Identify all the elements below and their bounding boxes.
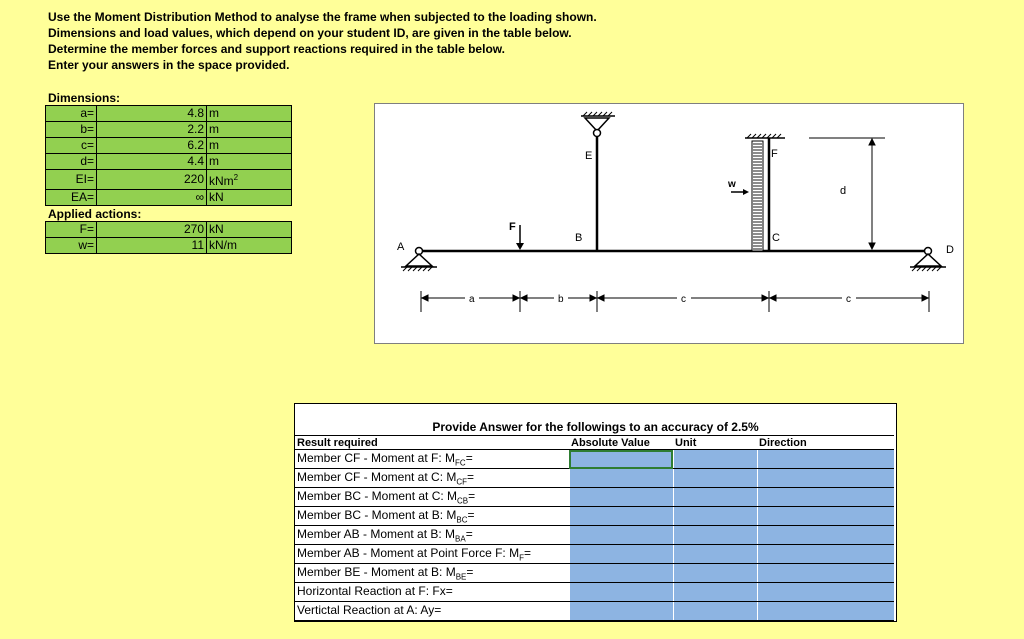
dimension-d bbox=[809, 138, 885, 249]
dim-value[interactable]: 4.4 bbox=[97, 154, 207, 170]
result-subscript: BA bbox=[455, 534, 466, 544]
load-label-w: w bbox=[728, 179, 736, 190]
answer-unit-input[interactable] bbox=[673, 507, 757, 526]
instruction-line: Determine the member forces and support reactions required in the table below. bbox=[48, 42, 505, 56]
dimensions-label: Dimensions: bbox=[48, 91, 121, 105]
answer-direction-input[interactable] bbox=[757, 507, 894, 526]
dimensions-table bbox=[45, 105, 292, 206]
dim-label: d= bbox=[46, 154, 97, 170]
answer-direction-input[interactable] bbox=[757, 450, 894, 469]
result-text: Horizontal Reaction at F: Fx= bbox=[297, 583, 453, 598]
table-row bbox=[46, 138, 292, 154]
result-tail: = bbox=[468, 488, 476, 503]
result-label bbox=[295, 450, 569, 469]
dim-label-a: a bbox=[469, 294, 475, 305]
table-row bbox=[295, 526, 894, 545]
answer-direction-input[interactable] bbox=[757, 526, 894, 545]
result-tail: = bbox=[523, 545, 531, 560]
node-label-b: B bbox=[575, 232, 583, 244]
load-label-f: F bbox=[509, 221, 516, 233]
answer-value-input[interactable] bbox=[569, 526, 673, 545]
result-label bbox=[295, 583, 569, 602]
dim-value[interactable]: 4.8 bbox=[97, 106, 207, 122]
table-row bbox=[295, 602, 894, 621]
answer-unit-input[interactable] bbox=[673, 450, 757, 469]
result-text: Member CF - Moment at F: M bbox=[297, 450, 456, 465]
answer-direction-input[interactable] bbox=[757, 488, 894, 507]
result-tail: = bbox=[467, 507, 475, 522]
dim-value[interactable]: 220 bbox=[97, 170, 207, 190]
dim-unit: m bbox=[207, 154, 292, 170]
result-label bbox=[295, 526, 569, 545]
answer-table bbox=[295, 435, 894, 621]
dim-label: b= bbox=[46, 122, 97, 138]
dim-label-d: d bbox=[840, 185, 847, 197]
answer-direction-input[interactable] bbox=[757, 564, 894, 583]
result-subscript: CF bbox=[456, 477, 468, 487]
header-value: Absolute Value bbox=[569, 436, 673, 450]
node-label-c: C bbox=[772, 232, 780, 244]
result-tail: = bbox=[467, 469, 475, 484]
answer-value-input[interactable] bbox=[569, 583, 673, 602]
action-unit: kN/m bbox=[207, 238, 292, 254]
answer-unit-input[interactable] bbox=[673, 526, 757, 545]
answer-direction-input[interactable] bbox=[757, 545, 894, 564]
answer-panel bbox=[294, 403, 897, 622]
answer-value-input[interactable] bbox=[569, 469, 673, 488]
answer-value-input[interactable] bbox=[569, 564, 673, 583]
table-row bbox=[46, 122, 292, 138]
dim-label: EA= bbox=[46, 190, 97, 206]
dim-label-c2: c bbox=[846, 294, 851, 305]
dim-unit-sup: 2 bbox=[233, 173, 239, 182]
dim-unit: m bbox=[207, 106, 292, 122]
action-label: w= bbox=[46, 238, 97, 254]
action-unit: kN bbox=[207, 222, 292, 238]
fixed-support-f bbox=[745, 134, 785, 138]
result-subscript: FC bbox=[455, 458, 466, 468]
dim-unit: m bbox=[207, 122, 292, 138]
instruction-line: Enter your answers in the space provided. bbox=[48, 58, 290, 72]
answer-value-input[interactable] bbox=[569, 545, 673, 564]
answer-direction-input[interactable] bbox=[757, 602, 894, 621]
action-label: F= bbox=[46, 222, 97, 238]
answer-value-input[interactable] bbox=[569, 488, 673, 507]
frame-diagram bbox=[374, 103, 964, 344]
table-row bbox=[46, 154, 292, 170]
answer-direction-input[interactable] bbox=[757, 583, 894, 602]
dim-unit bbox=[207, 170, 292, 190]
result-label bbox=[295, 488, 569, 507]
result-subscript: BE bbox=[455, 572, 467, 582]
table-row bbox=[295, 469, 894, 488]
node-label-a: A bbox=[397, 241, 405, 253]
node-label-d: D bbox=[946, 244, 954, 256]
result-text: Member AB - Moment at B: M bbox=[297, 526, 456, 541]
answer-value-input[interactable] bbox=[569, 450, 673, 469]
node-label-f: F bbox=[771, 148, 778, 160]
table-row bbox=[46, 170, 292, 190]
table-row bbox=[295, 545, 894, 564]
dim-unit: kN bbox=[207, 190, 292, 206]
answer-unit-input[interactable] bbox=[673, 602, 757, 621]
dim-unit: m bbox=[207, 138, 292, 154]
answer-unit-input[interactable] bbox=[673, 583, 757, 602]
result-label bbox=[295, 545, 569, 564]
dim-unit-text: kNm bbox=[209, 174, 234, 188]
table-row bbox=[46, 222, 292, 238]
dim-label: c= bbox=[46, 138, 97, 154]
action-value[interactable]: 11 bbox=[97, 238, 207, 254]
instructions bbox=[48, 9, 597, 73]
result-text: Vertictal Reaction at A: Ay= bbox=[297, 602, 442, 617]
answer-value-input[interactable] bbox=[569, 602, 673, 621]
pin-support-e bbox=[581, 112, 615, 137]
result-subscript: F bbox=[519, 553, 524, 563]
table-row bbox=[295, 488, 894, 507]
header-result: Result required bbox=[295, 436, 569, 450]
result-text: Member AB - Moment at Point Force F: M bbox=[297, 545, 520, 560]
result-tail: = bbox=[465, 450, 473, 465]
answer-unit-input[interactable] bbox=[673, 488, 757, 507]
result-tail: = bbox=[466, 564, 474, 579]
table-row bbox=[46, 238, 292, 254]
instruction-line: Dimensions and load values, which depend on your student ID, are given in the table below. bbox=[48, 26, 572, 40]
table-row bbox=[295, 507, 894, 526]
dim-label: EI= bbox=[46, 170, 97, 190]
dim-value[interactable]: 2.2 bbox=[97, 122, 207, 138]
dim-label-c1: c bbox=[681, 294, 686, 305]
actions-table bbox=[45, 221, 292, 254]
result-label bbox=[295, 602, 569, 621]
result-subscript: CB bbox=[457, 496, 469, 506]
action-value[interactable]: 270 bbox=[97, 222, 207, 238]
table-row bbox=[46, 190, 292, 206]
table-row bbox=[46, 106, 292, 122]
dim-value[interactable]: 6.2 bbox=[97, 138, 207, 154]
result-text: Member BC - Moment at B: M bbox=[297, 507, 457, 522]
result-label bbox=[295, 507, 569, 526]
distributed-load-w bbox=[752, 141, 763, 251]
result-label bbox=[295, 564, 569, 583]
header-unit: Unit bbox=[673, 436, 757, 450]
result-label bbox=[295, 469, 569, 488]
actions-label: Applied actions: bbox=[48, 207, 142, 221]
answer-title: Provide Answer for the followings to an accuracy of 2.5% bbox=[432, 420, 759, 434]
table-row bbox=[295, 564, 894, 583]
answer-unit-input[interactable] bbox=[673, 545, 757, 564]
result-subscript: BC bbox=[456, 515, 468, 525]
dim-label: a= bbox=[46, 106, 97, 122]
node-label-e: E bbox=[585, 150, 593, 162]
answer-direction-input[interactable] bbox=[757, 469, 894, 488]
answer-header-row bbox=[295, 436, 894, 450]
answer-unit-input[interactable] bbox=[673, 564, 757, 583]
table-row bbox=[295, 450, 894, 469]
point-load-arrow bbox=[516, 225, 524, 250]
dim-value[interactable]: ∞ bbox=[97, 190, 207, 206]
result-text: Member BC - Moment at C: M bbox=[297, 488, 458, 503]
result-tail: = bbox=[465, 526, 473, 541]
table-row bbox=[295, 583, 894, 602]
answer-value-input[interactable] bbox=[569, 507, 673, 526]
dim-label-b: b bbox=[558, 294, 564, 305]
header-direction: Direction bbox=[757, 436, 894, 450]
result-text: Member BE - Moment at B: M bbox=[297, 564, 456, 579]
answer-unit-input[interactable] bbox=[673, 469, 757, 488]
instruction-line: Use the Moment Distribution Method to analyse the frame when subjected to the loading shown. bbox=[48, 10, 597, 24]
result-text: Member CF - Moment at C: M bbox=[297, 469, 457, 484]
